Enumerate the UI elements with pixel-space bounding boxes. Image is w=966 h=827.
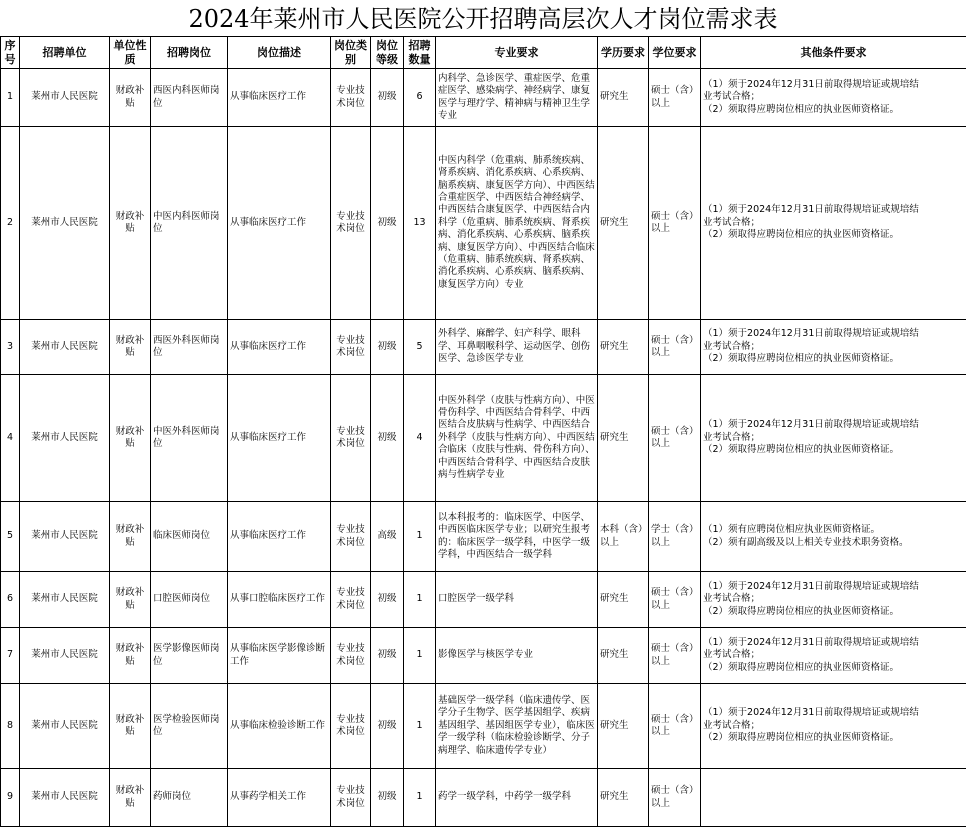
other-condition-line: （2）须取得应聘岗位相应的执业医师资格证。 <box>703 353 900 365</box>
table-row <box>1 628 966 684</box>
cell-desc: 从事临床医疗工作 <box>228 127 331 320</box>
cell-nature: 财政补贴 <box>110 69 151 127</box>
cell-unit: 莱州市人民医院 <box>20 502 110 572</box>
header-post: 招聘岗位 <box>151 37 228 69</box>
cell-degree: 硕士（含）以上 <box>649 628 701 684</box>
cell-level: 初级 <box>371 127 404 320</box>
cell-unit: 莱州市人民医院 <box>20 572 110 628</box>
other-condition-line: 业考试合格； <box>703 91 761 103</box>
table-row <box>1 375 966 502</box>
other-condition-line: （2）须取得应聘岗位相应的执业医师资格证。 <box>703 605 900 617</box>
cell-category: 专业技术岗位 <box>331 502 371 572</box>
cell-nature: 财政补贴 <box>110 320 151 375</box>
cell-major: 中医外科学（皮肤与性病方向）、中医骨伤科学、中西医结合骨科学、中西医结合皮肤病与性病学、中西医结合外科学（皮肤与性病方向）、中西医结合临床（皮肤与性病、骨伤科方向）、中西医结合骨科学、中西医结合皮肤病与性病学专业 <box>436 375 598 502</box>
cell-edu: 研究生 <box>598 69 649 127</box>
cell-edu: 研究生 <box>598 628 649 684</box>
other-condition-line: （2）须取得应聘岗位相应的执业医师资格证。 <box>703 444 900 456</box>
cell-edu: 研究生 <box>598 769 649 827</box>
header-other: 其他条件要求 <box>701 37 966 69</box>
header-nature: 单位性质 <box>110 37 151 69</box>
cell-desc: 从事临床医疗工作 <box>228 320 331 375</box>
recruitment-table <box>0 36 966 827</box>
cell-major: 外科学、麻醉学、妇产科学、眼科学、耳鼻咽喉科学、运动医学、创伤医学、急诊医学专业 <box>436 320 598 375</box>
cell-post: 中医内科医师岗位 <box>151 127 228 320</box>
cell-level: 初级 <box>371 69 404 127</box>
cell-desc: 从事临床检验诊断工作 <box>228 684 331 769</box>
cell-unit: 莱州市人民医院 <box>20 684 110 769</box>
cell-post: 西医外科医师岗位 <box>151 320 228 375</box>
cell-nature: 财政补贴 <box>110 769 151 827</box>
cell-no: 1 <box>1 69 20 127</box>
cell-nature: 财政补贴 <box>110 684 151 769</box>
cell-unit: 莱州市人民医院 <box>20 375 110 502</box>
cell-level: 初级 <box>371 628 404 684</box>
cell-count: 1 <box>404 502 436 572</box>
cell-category: 专业技术岗位 <box>331 572 371 628</box>
cell-other <box>701 628 966 684</box>
cell-count: 1 <box>404 769 436 827</box>
cell-category: 专业技术岗位 <box>331 127 371 320</box>
cell-other <box>701 375 966 502</box>
cell-no: 5 <box>1 502 20 572</box>
cell-desc: 从事临床医疗工作 <box>228 69 331 127</box>
cell-unit: 莱州市人民医院 <box>20 628 110 684</box>
other-condition-line: （1）须于2024年12月31日前取得规培证或规培结 <box>703 707 919 719</box>
cell-category: 专业技术岗位 <box>331 628 371 684</box>
cell-unit: 莱州市人民医院 <box>20 769 110 827</box>
other-condition-line: 业考试合格； <box>703 649 761 661</box>
cell-category: 专业技术岗位 <box>331 69 371 127</box>
cell-degree: 硕士（含）以上 <box>649 572 701 628</box>
cell-no: 4 <box>1 375 20 502</box>
cell-major: 口腔医学一级学科 <box>436 572 598 628</box>
cell-count: 4 <box>404 375 436 502</box>
cell-count: 1 <box>404 684 436 769</box>
other-condition-line: 业考试合格； <box>703 593 761 605</box>
other-condition-line: （2）须取得应聘岗位相应的执业医师资格证。 <box>703 103 900 115</box>
cell-desc: 从事临床医学影像诊断工作 <box>228 628 331 684</box>
cell-nature: 财政补贴 <box>110 502 151 572</box>
cell-degree: 硕士（含）以上 <box>649 69 701 127</box>
cell-other <box>701 320 966 375</box>
cell-other <box>701 684 966 769</box>
cell-no: 2 <box>1 127 20 320</box>
cell-edu: 研究生 <box>598 320 649 375</box>
cell-no: 3 <box>1 320 20 375</box>
header-level: 岗位等级 <box>371 37 404 69</box>
cell-degree: 硕士（含）以上 <box>649 684 701 769</box>
other-condition-line: 业考试合格； <box>703 340 761 352</box>
cell-unit: 莱州市人民医院 <box>20 127 110 320</box>
cell-edu: 研究生 <box>598 572 649 628</box>
table-row <box>1 69 966 127</box>
cell-nature: 财政补贴 <box>110 375 151 502</box>
cell-no: 9 <box>1 769 20 827</box>
cell-no: 8 <box>1 684 20 769</box>
header-row <box>1 37 966 69</box>
header-major: 专业要求 <box>436 37 598 69</box>
cell-level: 初级 <box>371 684 404 769</box>
cell-count: 1 <box>404 628 436 684</box>
cell-post: 临床医师岗位 <box>151 502 228 572</box>
page-title: 2024年莱州市人民医院公开招聘高层次人才岗位需求表 <box>188 5 778 33</box>
cell-nature: 财政补贴 <box>110 628 151 684</box>
cell-edu: 研究生 <box>598 375 649 502</box>
other-condition-line: （1）须于2024年12月31日前取得规培证或规培结 <box>703 580 919 592</box>
cell-degree: 硕士（含）以上 <box>649 769 701 827</box>
header-category: 岗位类别 <box>331 37 371 69</box>
other-condition-line: （1）须于2024年12月31日前取得规培证或规培结 <box>703 328 919 340</box>
cell-category: 专业技术岗位 <box>331 769 371 827</box>
cell-unit: 莱州市人民医院 <box>20 320 110 375</box>
cell-major: 中医内科学（危重病、肺系统疾病、肾系疾病、消化系疾病、心系疾病、脑系疾病、康复医学方向）、中西医结合重症医学、中西医结合神经病学、中西医结合康复医学、中西医结合内科学（危重病、肺系统疾病、肾系疾病、消化系疾病、心系疾病、脑系疾病、康复医学方向）、中西医结合临床（危重病、肺系统疾病、肾系疾病、消化系疾病、心系疾病、脑系疾病、康复医学方向）专业 <box>436 127 598 320</box>
cell-level: 初级 <box>371 769 404 827</box>
cell-category: 专业技术岗位 <box>331 684 371 769</box>
cell-desc: 从事口腔临床医疗工作 <box>228 572 331 628</box>
table-row <box>1 127 966 320</box>
header-unit: 招聘单位 <box>20 37 110 69</box>
cell-post: 口腔医师岗位 <box>151 572 228 628</box>
cell-no: 6 <box>1 572 20 628</box>
cell-desc: 从事临床医疗工作 <box>228 375 331 502</box>
header-desc: 岗位描述 <box>228 37 331 69</box>
cell-edu: 研究生 <box>598 127 649 320</box>
other-condition-line: （2）须有副高级及以上相关专业技术职务资格。 <box>703 536 909 548</box>
other-condition-line: （1）须于2024年12月31日前取得规培证或规培结 <box>703 419 919 431</box>
other-condition-line: 业考试合格； <box>703 431 761 443</box>
other-condition-line: 业考试合格； <box>703 216 761 228</box>
other-condition-line: （2）须取得应聘岗位相应的执业医师资格证。 <box>703 661 900 673</box>
cell-edu: 研究生 <box>598 684 649 769</box>
cell-degree: 学士（含）以上 <box>649 502 701 572</box>
cell-count: 6 <box>404 69 436 127</box>
header-degree: 学位要求 <box>649 37 701 69</box>
cell-unit: 莱州市人民医院 <box>20 69 110 127</box>
cell-nature: 财政补贴 <box>110 572 151 628</box>
table-row <box>1 769 966 827</box>
cell-post: 药师岗位 <box>151 769 228 827</box>
cell-post: 中医外科医师岗位 <box>151 375 228 502</box>
cell-degree: 硕士（含）以上 <box>649 375 701 502</box>
header-edu: 学历要求 <box>598 37 649 69</box>
cell-other <box>701 502 966 572</box>
table-row <box>1 320 966 375</box>
cell-major: 影像医学与核医学专业 <box>436 628 598 684</box>
cell-other <box>701 127 966 320</box>
other-condition-line: （1）须于2024年12月31日前取得规培证或规培结 <box>703 636 919 648</box>
cell-post: 医学检验医师岗位 <box>151 684 228 769</box>
cell-count: 1 <box>404 572 436 628</box>
cell-other <box>701 69 966 127</box>
cell-level: 初级 <box>371 572 404 628</box>
other-condition-line: （2）须取得应聘岗位相应的执业医师资格证。 <box>703 229 900 241</box>
cell-no: 7 <box>1 628 20 684</box>
cell-degree: 硕士（含）以上 <box>649 127 701 320</box>
cell-nature: 财政补贴 <box>110 127 151 320</box>
cell-count: 13 <box>404 127 436 320</box>
cell-other <box>701 769 966 827</box>
header-count: 招聘数量 <box>404 37 436 69</box>
cell-category: 专业技术岗位 <box>331 320 371 375</box>
cell-level: 初级 <box>371 320 404 375</box>
cell-post: 医学影像医师岗位 <box>151 628 228 684</box>
cell-count: 5 <box>404 320 436 375</box>
cell-degree: 硕士（含）以上 <box>649 320 701 375</box>
cell-edu: 本科（含）以上 <box>598 502 649 572</box>
cell-major: 基础医学一级学科（临床遗传学、医学分子生物学、医学基因组学、疾病基因组学、基因组医学专业），临床医学一级学科（临床检验诊断学、分子病理学、临床遗传学专业） <box>436 684 598 769</box>
cell-level: 初级 <box>371 375 404 502</box>
table-row <box>1 502 966 572</box>
cell-post: 西医内科医师岗位 <box>151 69 228 127</box>
other-condition-line: （2）须取得应聘岗位相应的执业医师资格证。 <box>703 732 900 744</box>
cell-level: 高级 <box>371 502 404 572</box>
cell-category: 专业技术岗位 <box>331 375 371 502</box>
cell-desc: 从事临床医疗工作 <box>228 502 331 572</box>
other-condition-line: （1）须有应聘岗位相应执业医师资格证。 <box>703 524 881 536</box>
cell-major: 内科学、急诊医学、重症医学、危重症医学、感染病学、神经病学、康复医学与理疗学、精神病与精神卫生学专业 <box>436 69 598 127</box>
table-row <box>1 684 966 769</box>
other-condition-line: （1）须于2024年12月31日前取得规培证或规培结 <box>703 204 919 216</box>
other-condition-line: （1）须于2024年12月31日前取得规培证或规培结 <box>703 78 919 90</box>
other-condition-line: 业考试合格； <box>703 719 761 731</box>
cell-major: 以本科报考的：临床医学、中医学、中西医临床医学专业；以研究生报考的：临床医学一级学科，中医学一级学科，中西医结合一级学科 <box>436 502 598 572</box>
cell-desc: 从事药学相关工作 <box>228 769 331 827</box>
header-no: 序号 <box>1 37 20 69</box>
cell-major: 药学一级学科，中药学一级学科 <box>436 769 598 827</box>
cell-other <box>701 572 966 628</box>
table-row <box>1 572 966 628</box>
